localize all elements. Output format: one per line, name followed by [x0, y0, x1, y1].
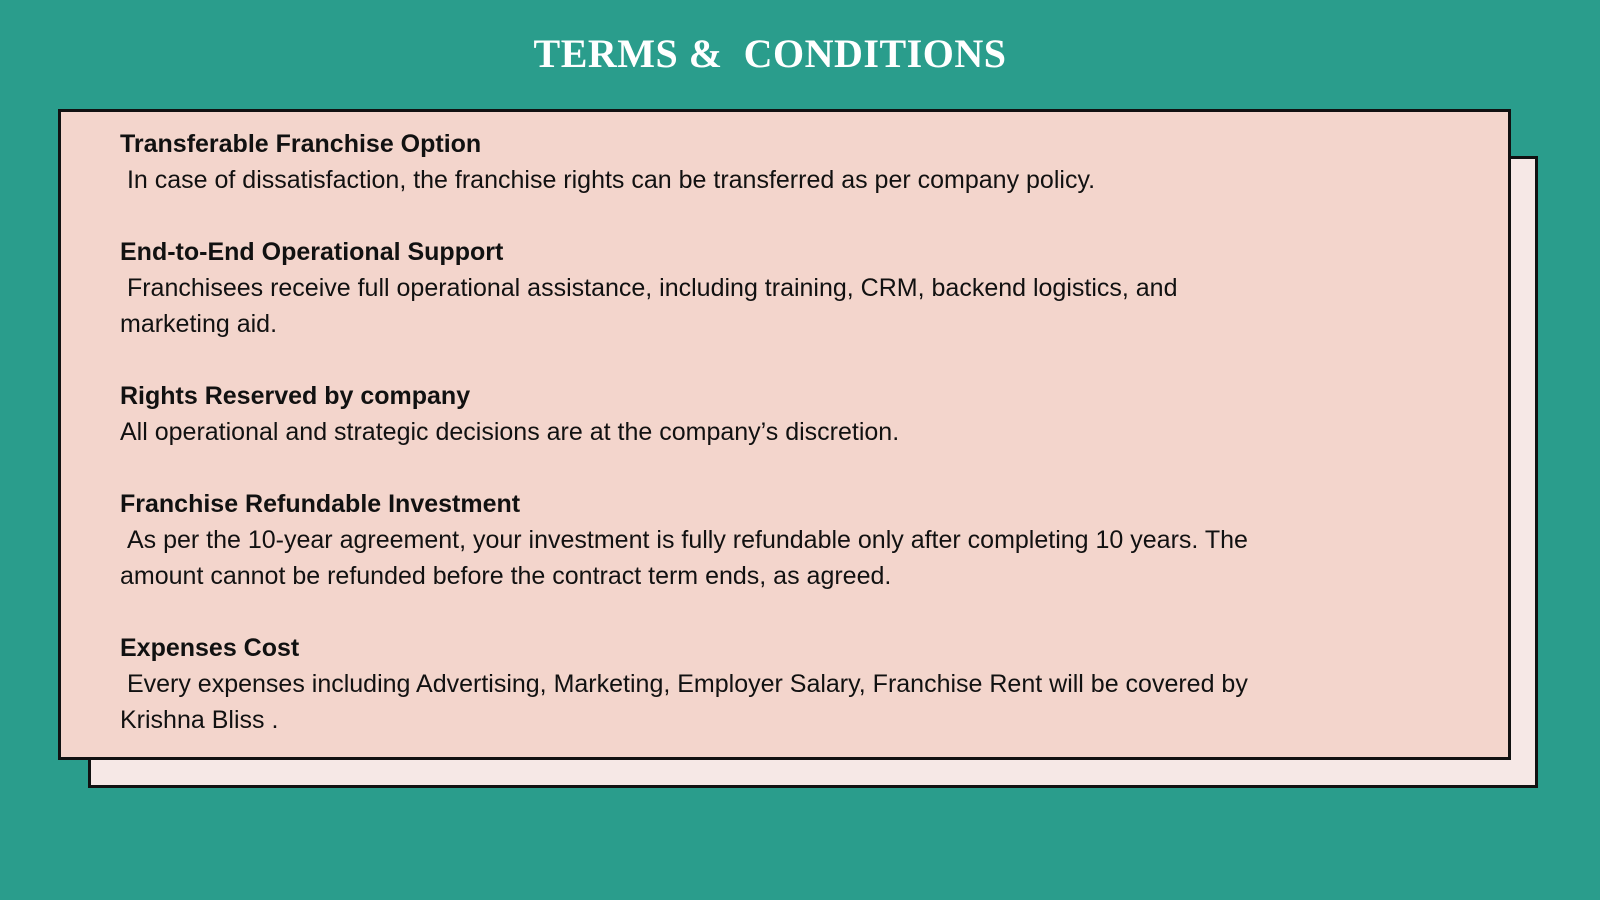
- term-text: Franchisees receive full operational assistance, including training, CRM, backend logistics, and marketing aid.: [120, 274, 1178, 338]
- term-heading: End-to-End Operational Support: [120, 238, 504, 266]
- term-heading: Transferable Franchise Option: [120, 130, 482, 158]
- term-section-transferable: [120, 126, 1420, 198]
- term-text: As per the 10-year agreement, your investment is fully refundable only after completing 10 years. The amount cannot be refunded before the contract term ends, as agreed.: [120, 526, 1248, 590]
- term-heading: Rights Reserved by company: [120, 382, 471, 410]
- term-text: In case of dissatisfaction, the franchise rights can be transferred as per company policy.: [120, 166, 1096, 194]
- term-section-operational-support: [120, 234, 1420, 342]
- term-text: All operational and strategic decisions are at the company’s discretion.: [120, 418, 900, 446]
- terms-card: [58, 109, 1511, 760]
- term-section-refundable-investment: [120, 486, 1420, 594]
- term-section-expenses-cost: [120, 630, 1420, 738]
- term-heading: Expenses Cost: [120, 634, 300, 662]
- term-text: Every expenses including Advertising, Marketing, Employer Salary, Franchise Rent will be covered by Krishna Bliss .: [120, 670, 1248, 734]
- page-title: TERMS & CONDITIONS: [533, 31, 1007, 76]
- term-section-rights-reserved: [120, 378, 1420, 450]
- term-heading: Franchise Refundable Investment: [120, 490, 521, 518]
